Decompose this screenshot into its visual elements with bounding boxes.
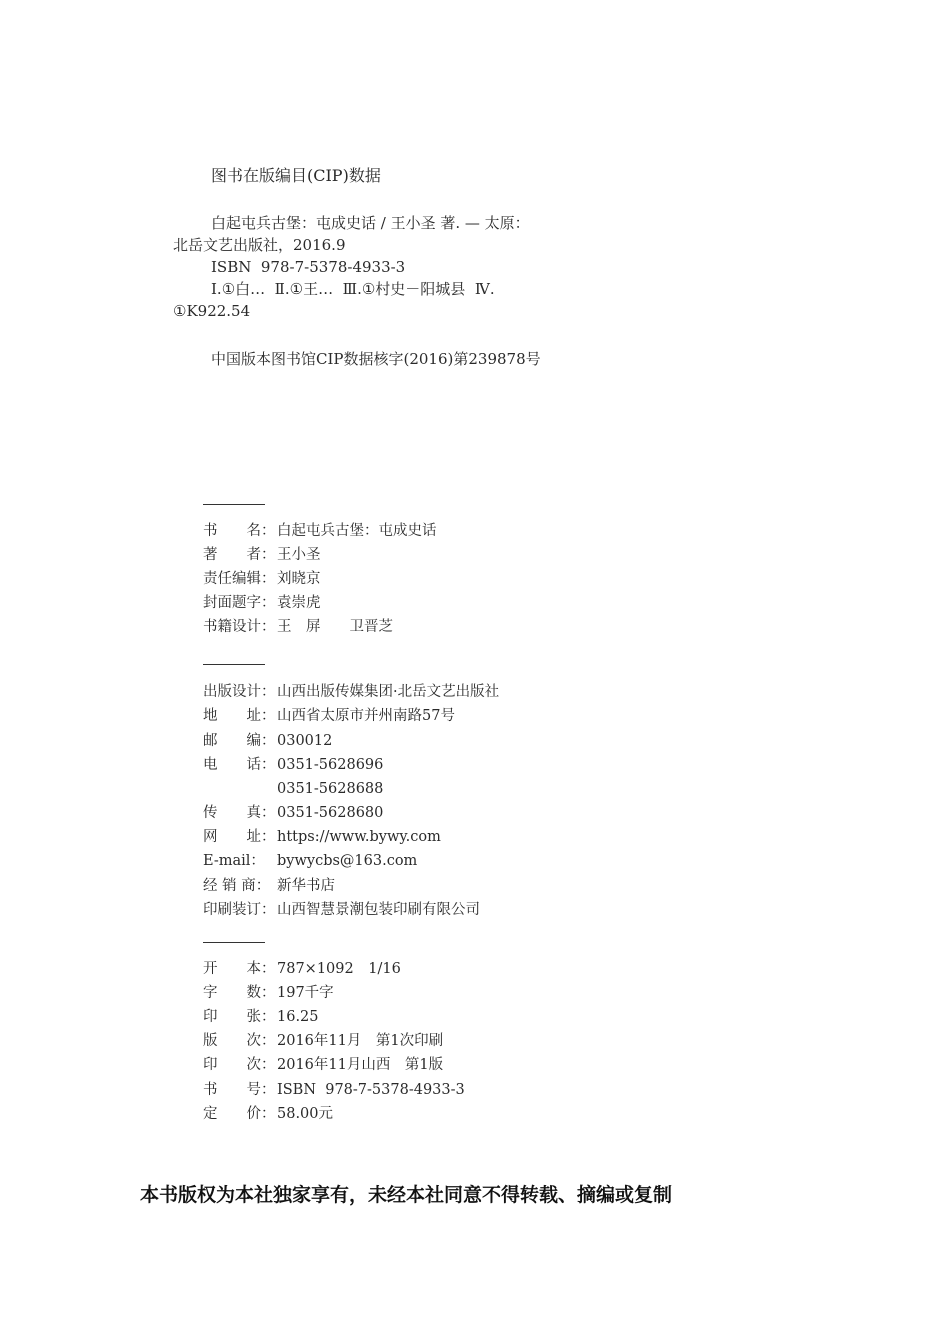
info-label: 印 次：: [203, 1057, 276, 1073]
info-label: 出版设计：: [203, 684, 276, 700]
info-label: 地 址：: [203, 708, 276, 724]
info-label: 责任编辑：: [203, 571, 276, 587]
info-value: 0351-5628688: [277, 781, 384, 797]
info-label: E-mail：: [203, 853, 265, 869]
info-value: 58.00元: [277, 1106, 334, 1122]
info-row-fax: [203, 803, 383, 823]
info-row-edition: [203, 1031, 443, 1051]
info-value: 白起屯兵古堡：屯成史话: [277, 523, 437, 539]
cip-entry-line1: 白起屯兵古堡：屯成史话 / 王小圣 著. — 太原：: [211, 214, 530, 232]
info-row-printing: [203, 1055, 443, 1075]
info-value: 刘晓京: [277, 571, 321, 587]
info-value: 袁崇虎: [277, 595, 321, 611]
info-label: 印 张：: [203, 1009, 276, 1025]
info-label: 书籍设计：: [203, 619, 276, 635]
info-row-title: [203, 521, 437, 541]
info-row-publisher: [203, 682, 499, 702]
info-label: 著 者：: [203, 547, 276, 563]
info-value: 030012: [277, 733, 333, 749]
info-value: 0351-5628680: [277, 805, 384, 821]
info-value: 山西出版传媒集团·北岳文艺出版社: [277, 684, 500, 700]
info-value: 新华书店: [277, 878, 335, 894]
info-row-phone-2: [203, 779, 383, 799]
info-row-book-number: [203, 1080, 465, 1100]
info-value: 16.25: [277, 1009, 319, 1025]
info-value: 2016年11月山西 第1版: [277, 1057, 444, 1073]
info-value: 0351-5628696: [277, 757, 384, 773]
info-label: 电 话：: [203, 757, 276, 773]
info-row-cover-calligraphy: [203, 593, 321, 613]
info-label: 书 名：: [203, 523, 276, 539]
info-row-design: [203, 617, 393, 637]
info-row-format: [203, 959, 401, 979]
info-row-email: [203, 851, 417, 871]
info-value: 2016年11月 第1次印刷: [277, 1033, 444, 1049]
info-row-editor: [203, 569, 321, 589]
cip-classification: ①K922.54: [173, 302, 251, 320]
info-value: 787×1092 1/16: [277, 961, 401, 977]
cip-isbn: ISBN 978-7-5378-4933-3: [211, 258, 406, 276]
info-label: 开 本：: [203, 961, 276, 977]
cip-record-number: 中国版本图书馆CIP数据核字(2016)第239878号: [211, 350, 541, 368]
cip-subjects: Ⅰ.①白… Ⅱ.①王… Ⅲ.①村史－阳城县 Ⅳ.: [211, 280, 495, 298]
info-label: 字 数：: [203, 985, 276, 1001]
info-label: 定 价：: [203, 1106, 276, 1122]
section-divider: [203, 504, 265, 505]
info-label: 书 号：: [203, 1082, 276, 1098]
cip-entry-line2: 北岳文艺出版社，2016.9: [173, 236, 346, 254]
cip-heading: 图书在版编目(CIP)数据: [211, 166, 381, 185]
info-value: 王 屏 卫晋芝: [277, 619, 393, 635]
info-row-phone: [203, 755, 383, 775]
info-row-printer: [203, 900, 480, 920]
info-value: https://www.bywy.com: [277, 829, 441, 845]
info-label: 传 真：: [203, 805, 276, 821]
section-divider: [203, 942, 265, 943]
info-value: 王小圣: [277, 547, 321, 563]
copyright-notice: 本书版权为本社独家享有，未经本社同意不得转载、摘编或复制: [140, 1184, 673, 1206]
info-label: 版 次：: [203, 1033, 276, 1049]
info-row-word-count: [203, 983, 334, 1003]
info-value: ISBN 978-7-5378-4933-3: [277, 1082, 465, 1098]
info-row-postcode: [203, 731, 332, 751]
info-value: 197千字: [277, 985, 334, 1001]
info-label: 经 销 商：: [203, 878, 271, 894]
info-value: 山西省太原市并州南路57号: [277, 708, 455, 724]
section-divider: [203, 664, 265, 665]
info-row-address: [203, 706, 455, 726]
info-label: 网 址：: [203, 829, 276, 845]
info-value: bywycbs@163.com: [277, 853, 418, 869]
info-row-sheets: [203, 1007, 319, 1027]
info-row-price: [203, 1104, 333, 1124]
info-value: 山西智慧景潮包装印刷有限公司: [277, 902, 480, 918]
info-row-author: [203, 545, 321, 565]
info-label: 邮 编：: [203, 733, 276, 749]
info-label: 印刷装订：: [203, 902, 276, 918]
info-row-website: [203, 827, 441, 847]
info-label: 封面题字：: [203, 595, 276, 611]
info-row-distributor: [203, 876, 335, 896]
